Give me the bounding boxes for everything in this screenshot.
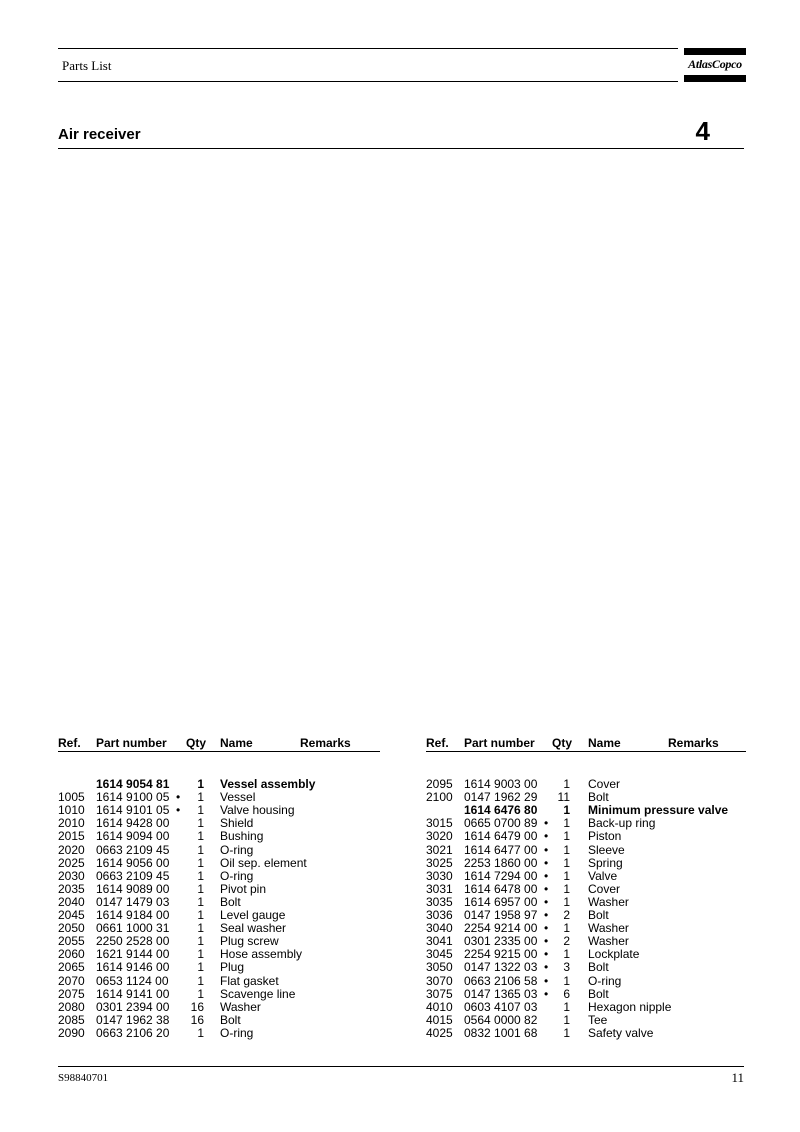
part-number-cell: 2254 9214 00: [464, 921, 538, 936]
col-qty-header: Qty: [552, 736, 573, 750]
bullet-marker: •: [544, 960, 549, 975]
name-cell: Level gauge: [220, 908, 286, 923]
name-cell: O-ring: [220, 868, 254, 883]
name-cell: Cover: [588, 777, 621, 792]
qty-cell: 3: [563, 960, 570, 975]
col-qty-header: Qty: [186, 736, 207, 750]
part-number-cell: 1614 7294 00: [464, 868, 538, 883]
ref-cell: 3040: [426, 921, 453, 936]
qty-cell: 1: [197, 816, 204, 831]
part-number-cell: 0603 4107 03: [464, 999, 538, 1014]
part-number-cell: 1614 6476 80: [464, 803, 538, 818]
qty-cell: 1: [563, 881, 570, 896]
part-number-cell: 0147 1365 03: [464, 986, 538, 1001]
bullet-marker: •: [544, 855, 549, 870]
ref-cell: 2060: [58, 947, 85, 962]
logo-bottom-bar: [684, 75, 746, 82]
part-number-cell: 1614 9054 81: [96, 777, 170, 792]
part-number-cell: 2250 2528 00: [96, 934, 170, 949]
qty-cell: 1: [563, 1012, 570, 1027]
name-cell: Tee: [588, 1012, 608, 1027]
qty-cell: 16: [190, 1012, 204, 1027]
qty-cell: 1: [563, 777, 570, 792]
name-cell: Washer: [588, 894, 629, 909]
name-cell: Plug: [220, 960, 245, 975]
part-number-cell: 0301 2335 00: [464, 934, 538, 949]
name-cell: Vessel: [220, 790, 256, 805]
ref-cell: 1010: [58, 803, 85, 818]
name-cell: Scavenge line: [220, 986, 296, 1001]
bullet-marker: •: [544, 908, 549, 923]
part-number-cell: 1614 9100 05: [96, 790, 170, 805]
ref-cell: 3030: [426, 868, 453, 883]
qty-cell: 1: [563, 803, 570, 818]
name-cell: Bolt: [588, 986, 609, 1001]
qty-cell: 1: [563, 816, 570, 831]
qty-cell: 1: [563, 947, 570, 962]
bullet-marker: •: [544, 894, 549, 909]
ref-cell: 2030: [58, 868, 85, 883]
bullet-marker: •: [544, 934, 549, 949]
name-cell: Back-up ring: [588, 816, 656, 831]
ref-cell: 4015: [426, 1012, 453, 1027]
ref-cell: 2050: [58, 921, 85, 936]
part-number-cell: 0653 1124 00: [96, 973, 169, 988]
qty-cell: 1: [563, 868, 570, 883]
table-header-rule: [58, 751, 380, 752]
ref-cell: 1005: [58, 790, 85, 805]
ref-cell: 2020: [58, 842, 85, 857]
qty-cell: 1: [197, 868, 204, 883]
col-remarks-header: Remarks: [300, 736, 351, 750]
part-number-cell: 0663 2109 45: [96, 842, 170, 857]
qty-cell: 1: [563, 973, 570, 988]
table-header: [58, 736, 380, 750]
qty-cell: 16: [190, 999, 204, 1014]
qty-cell: 1: [197, 803, 204, 818]
bullet-marker: •: [544, 816, 549, 831]
part-number-cell: 0832 1001 68: [464, 1025, 538, 1040]
name-cell: Pivot pin: [220, 881, 267, 896]
name-cell: Shield: [220, 816, 254, 831]
ref-cell: 2040: [58, 894, 85, 909]
section-rule: [58, 148, 744, 149]
name-cell: Seal washer: [220, 921, 287, 936]
part-number-cell: 0663 2109 45: [96, 868, 170, 883]
bullet-marker: •: [544, 947, 549, 962]
bullet-marker: •: [544, 842, 549, 857]
qty-cell: 1: [197, 947, 204, 962]
part-number-cell: 1614 9141 00: [96, 986, 170, 1001]
qty-cell: 1: [197, 908, 204, 923]
name-cell: Bolt: [220, 1012, 241, 1027]
logo-top-bar: [684, 48, 746, 55]
name-cell: Bolt: [220, 894, 241, 909]
qty-cell: 1: [197, 881, 204, 896]
bullet-marker: •: [544, 829, 549, 844]
part-number-cell: 0301 2394 00: [96, 999, 170, 1014]
name-cell: Piston: [588, 829, 622, 844]
qty-cell: 1: [563, 999, 570, 1014]
qty-cell: 1: [197, 855, 204, 870]
part-number-cell: 1614 9089 00: [96, 881, 170, 896]
name-cell: Spring: [588, 855, 623, 870]
qty-cell: 11: [557, 790, 570, 805]
ref-cell: 2055: [58, 934, 85, 949]
col-part-number-header: Part number: [464, 736, 535, 750]
part-number-cell: 0663 2106 58: [464, 973, 538, 988]
table-header-rule: [426, 751, 746, 752]
ref-cell: 4025: [426, 1025, 453, 1040]
header-title: Parts List: [62, 58, 112, 73]
ref-cell: 2025: [58, 855, 85, 870]
name-cell: Lockplate: [588, 947, 640, 962]
ref-cell: 3021: [426, 842, 453, 857]
bullet-marker: •: [544, 881, 549, 896]
col-name-header: Name: [220, 736, 253, 750]
qty-cell: 1: [197, 894, 204, 909]
col-name-header: Name: [588, 736, 621, 750]
name-cell: Bolt: [588, 908, 609, 923]
part-number-cell: 1614 9428 00: [96, 816, 170, 831]
footer-rule: [58, 1066, 744, 1067]
parts-table-right: [426, 736, 746, 1040]
name-cell: Flat gasket: [220, 973, 279, 988]
part-number-cell: 0147 1962 29: [464, 790, 538, 805]
name-cell: Hexagon nipple: [588, 999, 672, 1014]
bullet-marker: •: [544, 921, 549, 936]
col-remarks-header: Remarks: [668, 736, 719, 750]
part-number-cell: 2254 9215 00: [464, 947, 538, 962]
ref-cell: 3050: [426, 960, 453, 975]
ref-cell: 2075: [58, 986, 85, 1001]
bullet-marker: •: [544, 986, 549, 1001]
name-cell: Washer: [588, 934, 629, 949]
qty-cell: 1: [563, 1025, 570, 1040]
name-cell: Valve: [588, 868, 618, 883]
qty-cell: 1: [197, 986, 204, 1001]
part-number-cell: 1614 9146 00: [96, 960, 170, 975]
part-number-cell: 1621 9144 00: [96, 947, 170, 962]
name-cell: Hose assembly: [220, 947, 303, 962]
ref-cell: 2015: [58, 829, 85, 844]
name-cell: Vessel assembly: [220, 777, 316, 792]
name-cell: Plug screw: [220, 934, 279, 949]
part-number-cell: 1614 6478 00: [464, 881, 538, 896]
ref-cell: 4010: [426, 999, 453, 1014]
qty-cell: 1: [197, 960, 204, 975]
ref-cell: 2070: [58, 973, 85, 988]
qty-cell: 1: [197, 1025, 204, 1040]
name-cell: Valve housing: [220, 803, 295, 818]
bullet-marker: •: [544, 868, 549, 883]
part-number-cell: 2253 1860 00: [464, 855, 538, 870]
qty-cell: 1: [197, 829, 204, 844]
part-number-cell: 1614 9003 00: [464, 777, 538, 792]
col-ref-header: Ref.: [426, 736, 449, 750]
col-part-number-header: Part number: [96, 736, 167, 750]
ref-cell: 2065: [58, 960, 85, 975]
name-cell: Bushing: [220, 829, 264, 844]
ref-cell: 3036: [426, 908, 453, 923]
name-cell: O-ring: [588, 973, 622, 988]
qty-cell: 1: [563, 829, 570, 844]
name-cell: Minimum pressure valve: [588, 803, 729, 818]
qty-cell: 1: [197, 934, 204, 949]
part-number-cell: 0663 2106 20: [96, 1025, 170, 1040]
qty-cell: 1: [197, 842, 204, 857]
col-ref-header: Ref.: [58, 736, 81, 750]
section-number: 4: [695, 116, 710, 146]
header-bottom-rule: [58, 81, 678, 82]
part-number-cell: 0147 1962 38: [96, 1012, 170, 1027]
part-number-cell: 1614 9056 00: [96, 855, 170, 870]
name-cell: O-ring: [220, 1025, 254, 1040]
qty-cell: 1: [197, 921, 204, 936]
part-number-cell: 0147 1958 97: [464, 908, 538, 923]
section-title: Air receiver: [58, 126, 141, 143]
qty-cell: 2: [563, 908, 570, 923]
header-top-rule: [58, 48, 678, 49]
name-cell: Oil sep. element: [220, 855, 307, 870]
qty-cell: 1: [197, 973, 204, 988]
part-number-cell: 1614 6479 00: [464, 829, 538, 844]
name-cell: Washer: [588, 921, 629, 936]
name-cell: Bolt: [588, 790, 609, 805]
name-cell: Bolt: [588, 960, 609, 975]
part-number-cell: 0661 1000 31: [96, 921, 170, 936]
qty-cell: 1: [563, 921, 570, 936]
ref-cell: 2095: [426, 777, 453, 792]
table-header: [426, 736, 746, 750]
part-number-cell: 1614 9101 05: [96, 803, 170, 818]
part-number-cell: 0147 1479 03: [96, 894, 170, 909]
ref-cell: 3075: [426, 986, 453, 1001]
qty-cell: 2: [563, 934, 570, 949]
ref-cell: 2090: [58, 1025, 85, 1040]
ref-cell: 3020: [426, 829, 453, 844]
part-number-cell: 1614 9184 00: [96, 908, 170, 923]
name-cell: Sleeve: [588, 842, 625, 857]
ref-cell: 3031: [426, 881, 453, 896]
name-cell: Washer: [220, 999, 261, 1014]
atlas-copco-logo: [684, 48, 746, 82]
qty-cell: 1: [563, 855, 570, 870]
ref-cell: 3015: [426, 816, 453, 831]
qty-cell: 1: [563, 894, 570, 909]
bullet-marker: •: [544, 973, 549, 988]
part-number-cell: 1614 6957 00: [464, 894, 538, 909]
name-cell: Cover: [588, 881, 621, 896]
ref-cell: 2045: [58, 908, 85, 923]
qty-cell: 1: [197, 777, 204, 792]
name-cell: O-ring: [220, 842, 254, 857]
page-number: 11: [731, 1070, 744, 1085]
ref-cell: 3041: [426, 934, 453, 949]
ref-cell: 2035: [58, 881, 85, 896]
ref-cell: 3045: [426, 947, 453, 962]
bullet-marker: •: [176, 803, 181, 818]
ref-cell: 2010: [58, 816, 85, 831]
ref-cell: 3070: [426, 973, 453, 988]
logo-text: AtlasCopco: [688, 57, 742, 71]
qty-cell: 6: [563, 986, 570, 1001]
part-number-cell: 0564 0000 82: [464, 1012, 538, 1027]
qty-cell: 1: [197, 790, 204, 805]
parts-table-left: [58, 736, 380, 1040]
ref-cell: 3035: [426, 894, 453, 909]
ref-cell: 3025: [426, 855, 453, 870]
name-cell: Safety valve: [588, 1025, 654, 1040]
document-code: S98840701: [58, 1072, 109, 1084]
ref-cell: 2080: [58, 999, 85, 1014]
part-number-cell: 1614 6477 00: [464, 842, 538, 857]
part-number-cell: 0147 1322 03: [464, 960, 538, 975]
part-number-cell: 0665 0700 89: [464, 816, 538, 831]
ref-cell: 2100: [426, 790, 453, 805]
qty-cell: 1: [563, 842, 570, 857]
bullet-marker: •: [176, 790, 181, 805]
part-number-cell: 1614 9094 00: [96, 829, 170, 844]
ref-cell: 2085: [58, 1012, 85, 1027]
